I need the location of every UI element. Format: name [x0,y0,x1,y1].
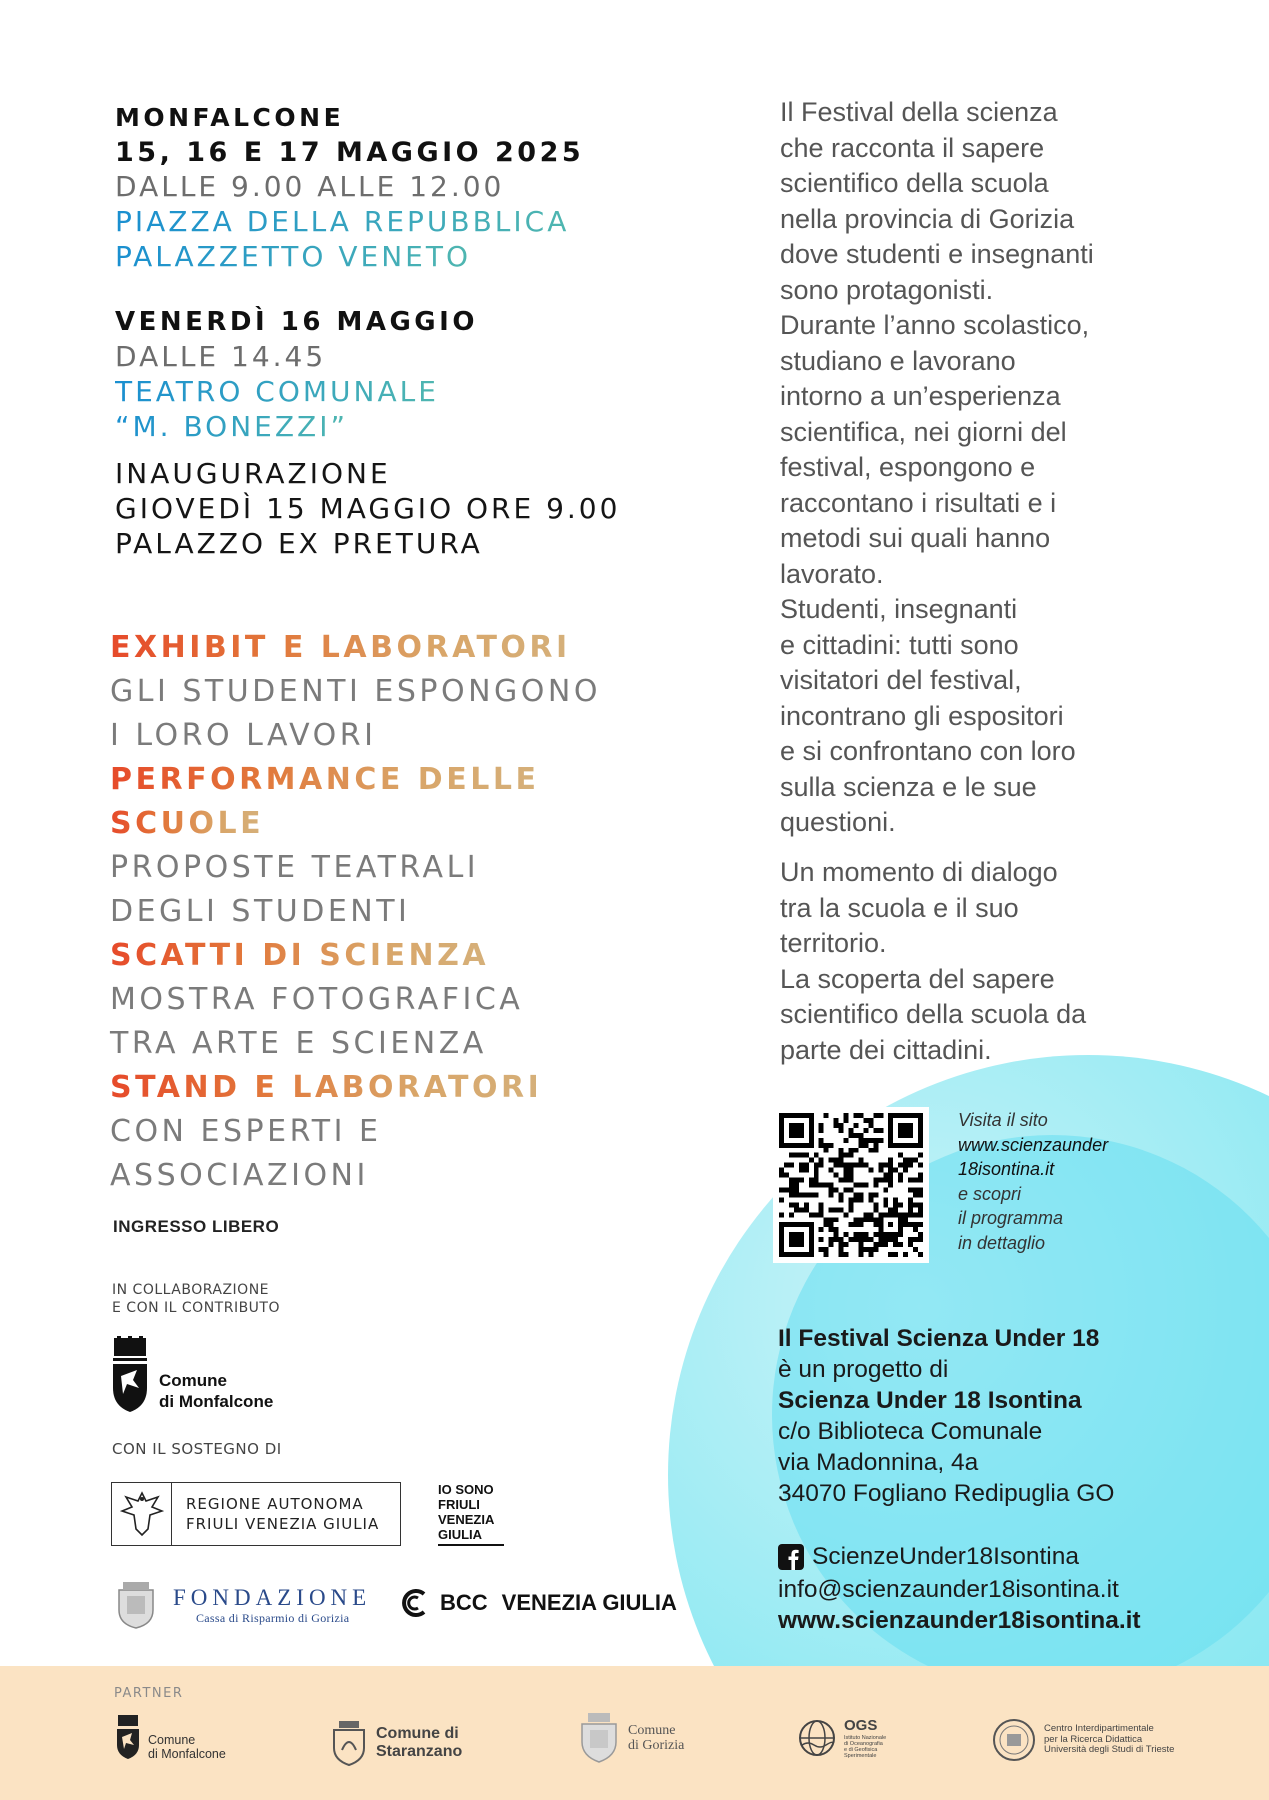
visit-text: e scopri [958,1183,1022,1204]
support-label: CON IL SOSTEGNO DI [112,1440,282,1458]
description-line: territorio. [780,928,887,958]
program-desc: DEGLI STUDENTI [110,894,411,929]
program-desc: CON ESPERTI E [110,1114,382,1149]
io-sono-label: GIULIA [438,1527,483,1542]
ogs-globe-icon [798,1719,836,1757]
description-line: incontrano gli espositori [780,700,1064,731]
partner-label: PARTNER [114,1686,184,1701]
fondazione-sub: Cassa di Risparmio di Gorizia [196,1610,350,1625]
description-line: scientifico della scuola [780,168,1049,198]
inauguration-title: INAUGURAZIONE [115,457,391,490]
address-line: via Madonnina, 4a [778,1449,979,1476]
partner-text: di Oceanografia [844,1740,883,1747]
qr-code[interactable] [773,1107,929,1263]
program-title-scatti: SCATTI DI SCIENZA [110,938,490,973]
partner-text: Istituto Nazionale [844,1734,887,1741]
description-line: La scoperta del sapere [780,963,1055,994]
fondazione-logo [113,1580,371,1630]
description-line: scientifica, nei giorni del [780,416,1067,447]
visit-url[interactable]: 18isontina.it [958,1159,1055,1179]
organization-name: Scienza Under 18 Isontina [778,1387,1082,1414]
university-seal-icon [992,1718,1036,1762]
facebook-link[interactable] [778,1543,1079,1571]
description-line: che racconta il sapere [780,132,1045,163]
partner-monfalcone-logo [116,1712,226,1762]
description-paragraph-2 [780,855,1200,1068]
bcc-mark-icon [398,1586,432,1620]
bcc-label: VENEZIA GIULIA [501,1590,677,1615]
partner-text: Università degli Studi di Trieste [1044,1744,1175,1756]
collab-label: E CON IL CONTRIBUTO [112,1300,280,1316]
regione-fvg-logo [111,1482,401,1546]
comune-label: Comune [159,1371,227,1390]
description-line: Studenti, insegnanti [780,594,1018,624]
description-line: studiano e lavorano [780,345,1016,376]
description-line: e si confrontano con loro [780,736,1076,766]
partner-text: OGS [844,1717,878,1734]
program-title-exhibit: EXHIBIT E LABORATORI [110,630,571,665]
partner-text: Centro Interdipartimentale [1044,1723,1154,1735]
regione-label: REGIONE AUTONOMA [186,1495,364,1513]
description-line: sono protagonisti. [780,274,994,305]
partner-text: di Gorizia [628,1738,685,1753]
facebook-label: ScienzeUnder18Isontina [812,1543,1079,1570]
email-link[interactable]: info@scienzaunder18isontina.it [778,1576,1119,1603]
io-sono-label: FRIULI [438,1497,480,1512]
description-line: tra la scuola e il suo [780,892,1019,923]
description-line: raccontano i risultati e i [780,487,1057,518]
io-sono-label: IO SONO [438,1482,494,1497]
visit-text: in dettaglio [958,1232,1046,1253]
program-title-performance: SCUOLE [110,806,265,841]
description-line: nella provincia di Gorizia [780,203,1075,234]
visit-url[interactable]: www.scienzaunder [958,1134,1109,1155]
partner-text: Comune [628,1722,676,1738]
monfalcone-crest-icon [111,1336,149,1414]
eagle-icon [120,1489,164,1539]
website-link[interactable]: www.scienzaunder18isontina.it [778,1607,1141,1634]
free-entry-label: INGRESSO LIBERO [113,1217,280,1236]
bcc-label: BCC [440,1590,488,1615]
partner-text: Sperimentale [844,1752,877,1759]
friday-heading: VENERDÌ 16 MAGGIO [115,307,478,337]
program-desc: GLI STUDENTI ESPONGONO [110,674,601,709]
staranzano-crest-icon [330,1720,368,1766]
description-line: Durante l’anno scolastico, [780,310,1090,340]
bcc-logo [398,1586,677,1620]
partner-text: Staranzano [376,1743,463,1760]
program-desc: PROPOSTE TEATRALI [110,850,480,885]
address-line: c/o Biblioteca Comunale [778,1418,1043,1445]
hours-text: DALLE 9.00 ALLE 12.00 [115,170,505,203]
description-line: Il Festival della scienza [780,97,1058,127]
description-line: Un momento di dialogo [780,857,1058,887]
program-desc: I LORO LAVORI [110,718,377,753]
inauguration-place: PALAZZO EX PRETURA [115,527,483,560]
partner-text: di Monfalcone [148,1746,226,1761]
partner-gorizia-logo [578,1712,684,1764]
collab-label: IN COLLABORAZIONE [112,1282,270,1298]
project-text: è un progetto di [778,1356,949,1383]
description-line: lavorato. [780,558,884,589]
io-sono-fvg-logo [438,1482,504,1546]
description-paragraph [780,95,1200,841]
description-line: sulla scienza e le sue [780,771,1037,802]
partner-text: Comune [148,1733,196,1747]
description-line: dove studenti e insegnanti [780,239,1094,269]
partner-text: Comune di [376,1725,459,1743]
program-title-stand: STAND E LABORATORI [110,1070,543,1105]
project-title: Il Festival Scienza Under 18 [778,1325,1100,1352]
description-line: visitatori del festival, [780,665,1022,695]
description-line: parte dei cittadini. [780,1034,992,1065]
program-title-performance: PERFORMANCE DELLE [110,762,540,797]
facebook-icon [778,1544,804,1570]
dates-heading: 15, 16 E 17 MAGGIO 2025 [115,137,585,168]
monfalcone-crest-icon [116,1713,140,1761]
description-line: questioni. [780,807,896,837]
regione-label: FRIULI VENEZIA GIULIA [186,1515,380,1533]
venue-line-1: PIAZZA DELLA REPUBBLICA [115,205,570,238]
partner-text: per la Ricerca Didattica [1044,1733,1143,1745]
venue-line-2: PALAZZETTO VENETO [115,240,471,273]
description-line: e cittadini: tutti sono [780,629,1019,660]
io-sono-label: VENEZIA [438,1512,495,1527]
city-heading: MONFALCONE [115,103,345,132]
description-line: metodi sui quali hanno [780,523,1051,553]
theatre-line-1: TEATRO COMUNALE [115,375,439,408]
partner-text: e di Geofisica [844,1746,878,1753]
program-desc: MOSTRA FOTOGRAFICA [110,982,524,1017]
description-line: intorno a un’esperienza [780,381,1061,411]
friday-hours: DALLE 14.45 [115,340,327,373]
theatre-line-2: “M. BONEZZI” [115,410,348,443]
address-line: 34070 Fogliano Redipuglia GO [778,1480,1115,1507]
visit-block [958,1108,1108,1255]
fondazione-name: FONDAZIONE [173,1584,372,1610]
partner-staranzano-logo [330,1720,462,1766]
qr-code-icon [779,1113,923,1257]
comune-monfalcone-logo [111,1336,273,1414]
partner-ogs-logo [798,1718,886,1759]
visit-text: Visita il sito [958,1110,1048,1130]
comune-label: di Monfalcone [159,1392,274,1411]
description-line: scientifico della scuola da [780,999,1087,1029]
inauguration-date: GIOVEDÌ 15 MAGGIO ORE 9.00 [115,492,621,525]
gorizia-crest-icon [578,1712,620,1764]
program-desc: ASSOCIAZIONI [110,1158,369,1193]
fondazione-crest-icon [113,1580,159,1630]
visit-text: il programma [958,1208,1064,1228]
description-line: festival, espongono e [780,452,1036,482]
partner-trieste-logo [992,1718,1174,1762]
program-desc: TRA ARTE E SCIENZA [110,1026,487,1061]
